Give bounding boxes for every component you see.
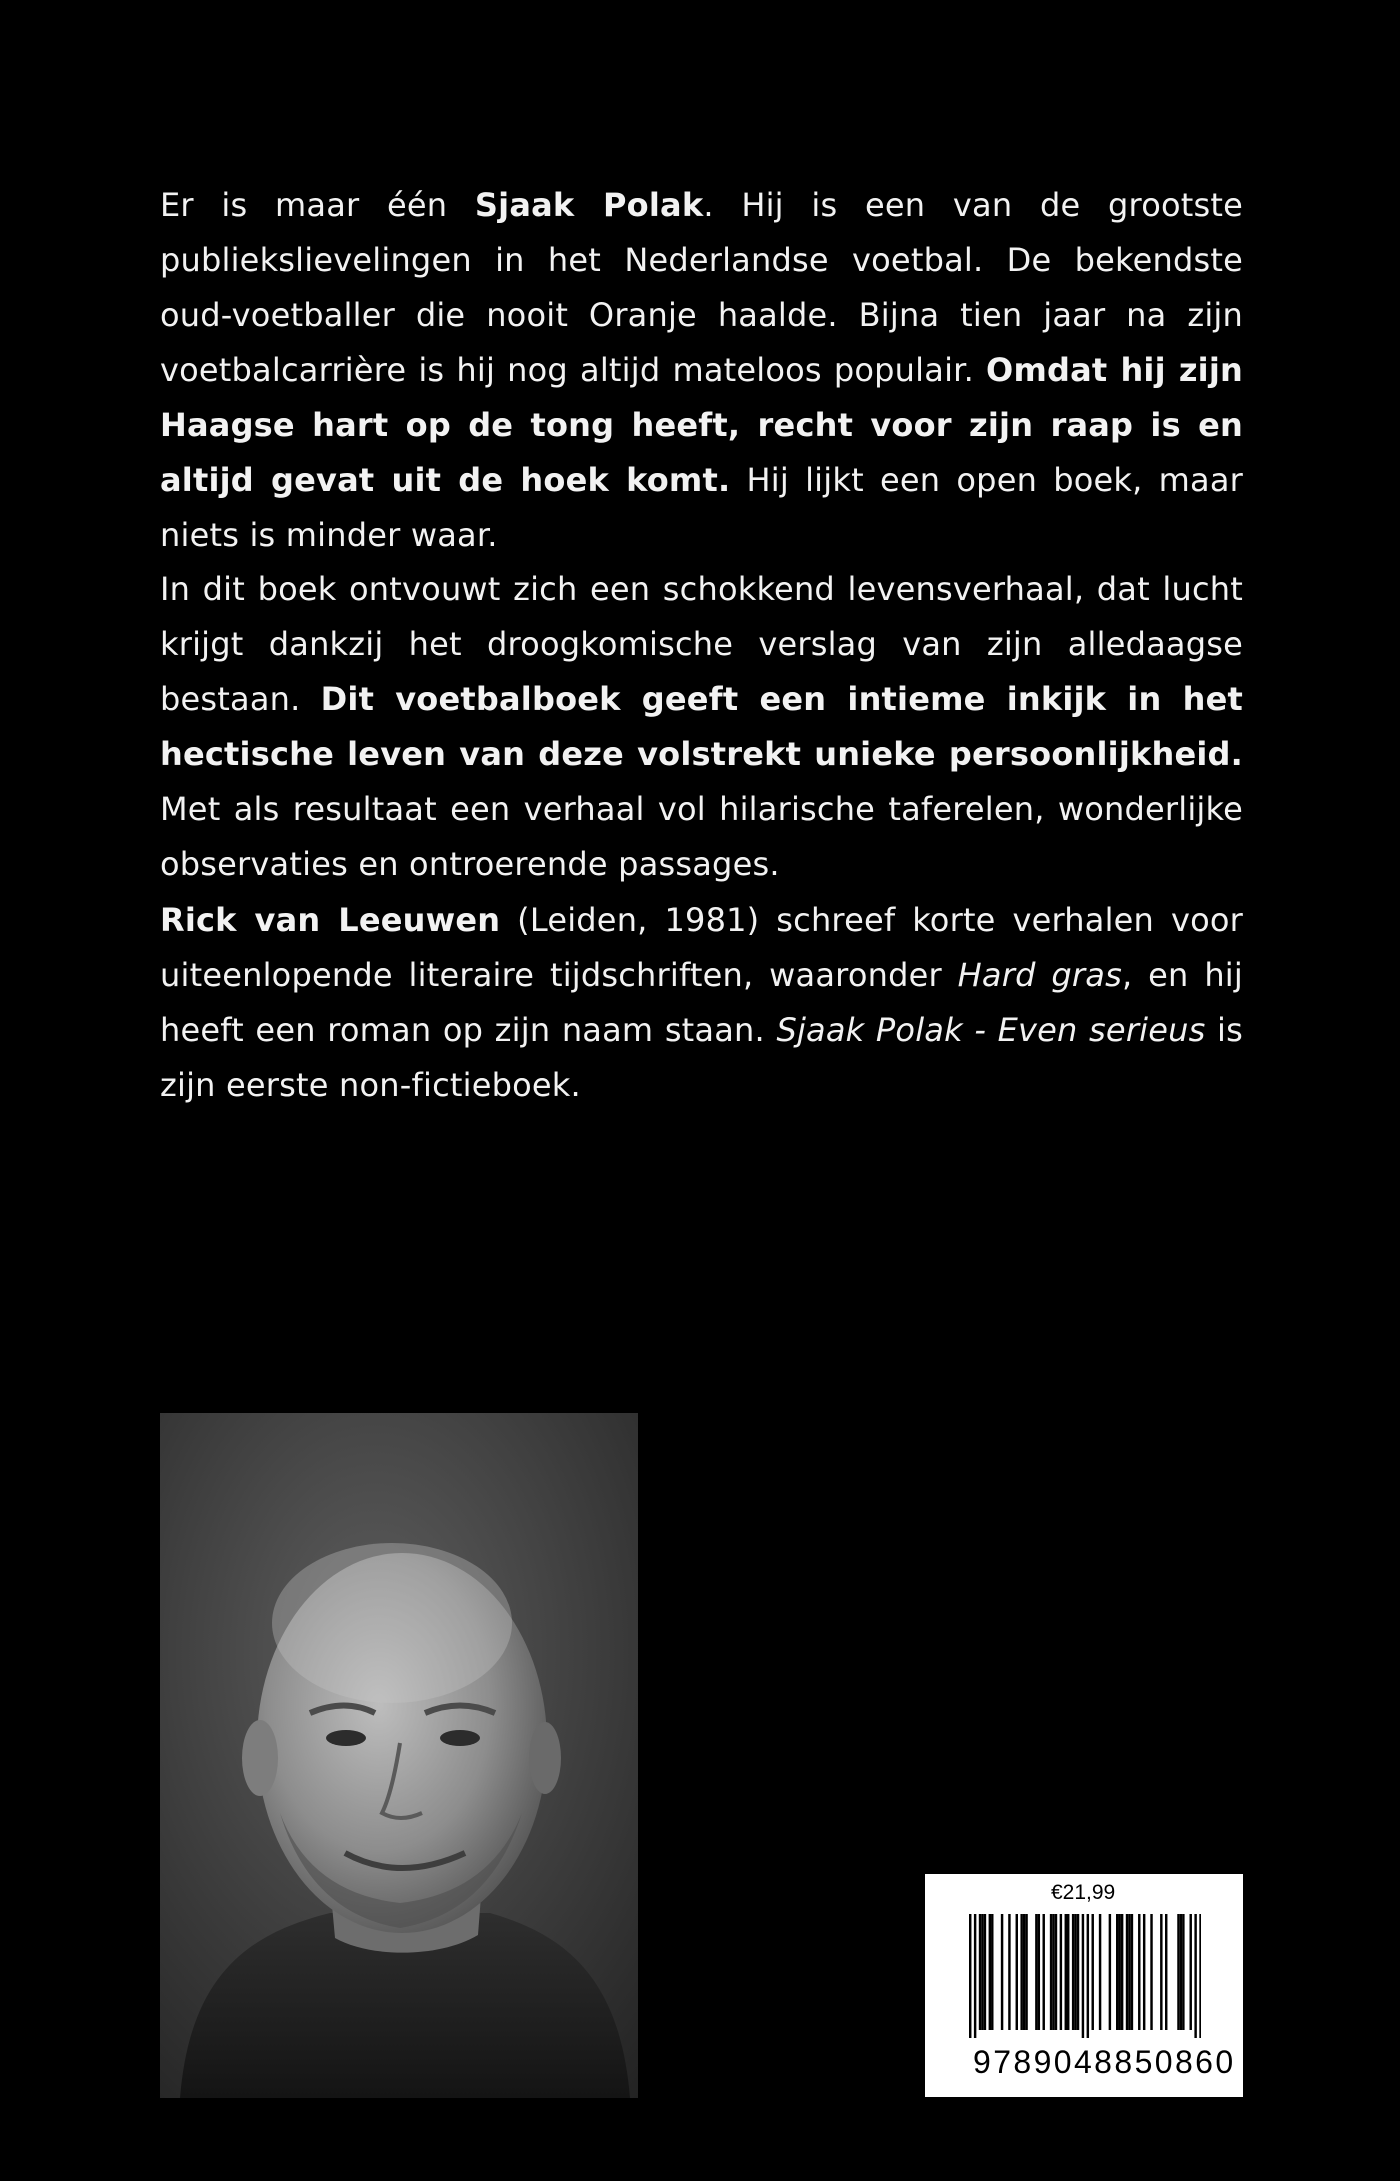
barcode-bar	[974, 1914, 976, 2038]
barcode-bar	[1109, 1914, 1111, 2030]
barcode-bar	[989, 1914, 991, 2030]
barcode-bar	[1121, 1914, 1123, 2030]
p3-span: Sjaak Polak - Even serieus	[776, 1011, 1206, 1049]
barcode-bar	[1116, 1914, 1118, 2030]
barcode-bar	[1128, 1914, 1130, 2030]
barcode-bar	[981, 1914, 983, 2030]
p1-span: . Hij is een van de grootste publiekslievelingen in het Nederlandse voetbal. De bekendste oud-voetballer die nooit Oranje haalde. Bijna tien jaar na zijn voetbalcarrière is hij nog altijd mateloos populair.	[160, 186, 1244, 389]
barcode-bar	[1074, 1914, 1076, 2030]
p3-span: Hard gras	[957, 956, 1122, 994]
barcode-bar	[1072, 1914, 1074, 2030]
barcode-bar	[1177, 1914, 1179, 2030]
p1-span: Omdat hij zijn Haagse hart op de tong heeft, recht voor zijn raap is en altijd gevat uit de hoek komt.	[160, 351, 1243, 499]
barcode-bar	[1082, 1914, 1084, 2038]
p3-span: is zijn eerste non-fictieboek.	[160, 1011, 1244, 1104]
barcode-bar	[1020, 1914, 1022, 2030]
barcode-bar	[1182, 1914, 1184, 2030]
barcode-bar	[1126, 1914, 1128, 2030]
barcode-bar	[979, 1914, 981, 2030]
author-bio-paragraph	[160, 893, 1243, 1113]
barcode-bar	[1008, 1914, 1010, 2030]
barcode-bar	[1025, 1914, 1027, 2030]
barcode-bar	[1190, 1914, 1192, 2030]
barcode-bar	[1087, 1914, 1089, 2038]
barcode-bar	[1165, 1914, 1167, 2030]
p3-span: (Leiden, 1981) schreef korte verhalen voor uiteenlopende literaire tijdschriften, waaronder	[160, 901, 1243, 994]
barcode-bar	[1143, 1914, 1145, 2030]
barcode-bar	[1180, 1914, 1182, 2030]
barcode-bar	[1052, 1914, 1054, 2030]
barcode-bar	[1067, 1914, 1069, 2030]
author-portrait-photo	[160, 1413, 638, 2098]
author-portrait-illustration	[160, 1413, 638, 2098]
barcode-bar	[1118, 1914, 1120, 2030]
barcode-bar	[1001, 1914, 1003, 2030]
blurb-paragraph-2	[160, 562, 1243, 892]
barcode-bar	[984, 1914, 986, 2030]
p1-span: Sjaak Polak	[474, 186, 704, 224]
barcode-bar	[1199, 1914, 1201, 2038]
isbn-number: 9789048850860	[973, 2044, 1236, 2080]
barcode-bar	[1194, 1914, 1196, 2038]
barcode-bar	[1138, 1914, 1140, 2030]
barcode-bar	[1023, 1914, 1025, 2030]
barcode-bar	[1035, 1914, 1037, 2030]
barcode-bar	[1092, 1914, 1094, 2030]
barcode-bars	[969, 1914, 1201, 2038]
barcode-bar	[1060, 1914, 1062, 2030]
barcode-bar	[1050, 1914, 1052, 2030]
barcode-bar	[969, 1914, 971, 2038]
barcode-bar	[991, 1914, 993, 2030]
barcode-bar	[1131, 1914, 1133, 2030]
price-label: €21,99	[1051, 1881, 1116, 1904]
p2-span: In dit boek ontvouwt zich een schokkend levensverhaal, dat lucht krijgt dankzij het droogkomische verslag van zijn alledaagse bestaan.	[160, 570, 1243, 718]
barcode-bar	[1077, 1914, 1079, 2030]
barcode-label	[925, 1874, 1243, 2097]
barcode-bar	[1150, 1914, 1152, 2030]
blurb-paragraph-1	[160, 178, 1243, 563]
barcode-bar	[1016, 1914, 1018, 2030]
barcode-bar	[1043, 1914, 1045, 2030]
p1-span: Hij lijkt een open boek, maar niets is minder waar.	[160, 461, 1244, 554]
barcode-bar	[1099, 1914, 1101, 2030]
p1-span: Er is maar één	[160, 186, 475, 224]
barcode-bar	[1055, 1914, 1057, 2030]
p3-span: , en hij heeft een roman op zijn naam staan.	[160, 956, 1243, 1049]
barcode-bar	[1065, 1914, 1067, 2030]
barcode-bar	[1160, 1914, 1162, 2030]
barcode-bar	[1038, 1914, 1040, 2030]
p3-span: Rick van Leeuwen	[160, 901, 501, 939]
p2-span: Met als resultaat een verhaal vol hilarische taferelen, wonderlijke observaties en ontroerende passages.	[160, 790, 1243, 883]
p2-span: Dit voetbalboek geeft een intieme inkijk in het hectische leven van deze volstrekt unieke persoonlijkheid.	[160, 680, 1243, 773]
